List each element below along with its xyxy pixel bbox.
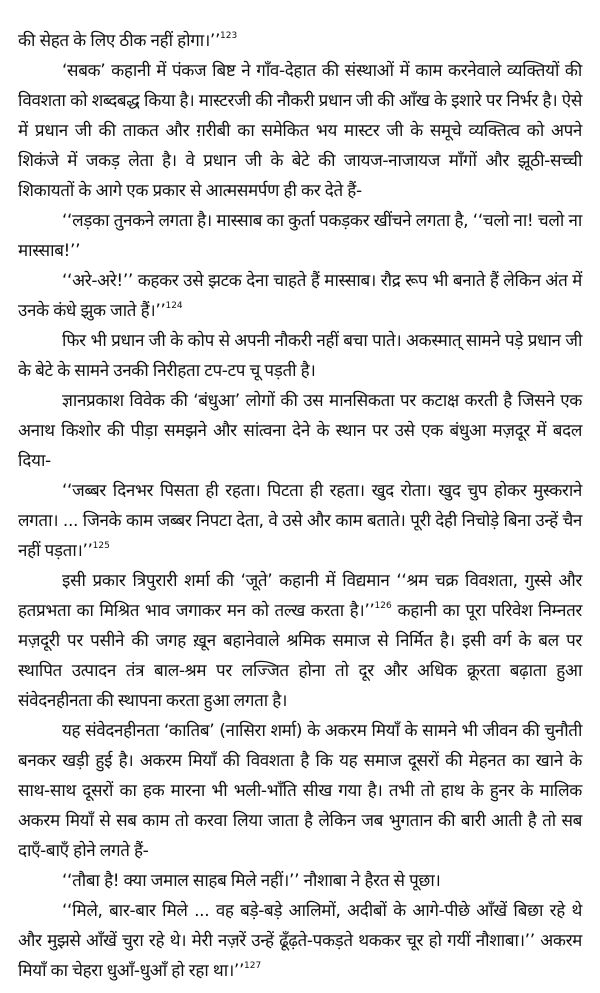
- quotation-paragraph: [18, 896, 582, 986]
- paragraph-text: फिर भी प्रधान जी के कोप से अपनी नौकरी नहीं बचा पाते। अकस्मात् सामने पड़े प्रधान जी के बेटे के सामने उनकी निरीहता टप-टप चू पड़ती है।: [18, 331, 582, 381]
- footnote-marker: 123: [220, 31, 238, 41]
- paragraph-text: ‘‘मिले, बार-बार मिले ... वह बड़े-बड़े आलिमों, अदीबों के आगे-पीछे आँखें बिछा रहे थे और मुझसे आँखें चुरा रहे थे। मेरी नज़रें उन्हें ढूँढ़ते-पकड़ते थककर चूर हो गयीं नौशाबा।’’ अकरम मियाँ का चेहरा धुआँ-धुआँ हो रहा था।’’: [18, 901, 582, 981]
- paragraph-text: ‘सबक’ कहानी में पंकज बिष्ट ने गाँव-देहात की संस्थाओं में काम करनेवाले व्यक्तियों की विवशता को शब्दबद्ध किया है। मास्टरजी की नौकरी प्रधान जी की आँख के इशारे पर निर्भर है। ऐसे में प्रधान जी की ताकत और ग़रीबी का समेकित भय मास्टर जी के समूचे व्यक्तित्व को अपने शिकंजे में जकड़ लेता है। वे प्रधान जी के बेटे की जायज-नाजायज माँगों और झूठी-सच्ची शिकायतों के आगे एक प्रकार से आत्मसमर्पण ही कर देते हैं-: [18, 61, 582, 201]
- paragraph-text: की सेहत के लिए ठीक नहीं होगा।’’: [18, 31, 221, 51]
- paragraph-text: ज्ञानप्रकाश विवेक की ‘बंधुआ’ लोगों की उस मानसिकता पर कटाक्ष करती है जिसने एक अनाथ किशोर की पीड़ा समझने और सांत्वना देने के स्थान पर उसे एक बंधुआ मज़दूर में बदल दिया-: [18, 391, 582, 471]
- footnote-marker: 125: [92, 541, 110, 551]
- body-paragraph: [18, 56, 582, 206]
- body-paragraph: [18, 566, 582, 716]
- document-body: [18, 26, 582, 986]
- paragraph-text: ‘‘जब्बर दिनभर पिसता ही रहता। पिटता ही रहता। खुद रोता। खुद चुप होकर मुस्कराने लगता। ... जिनके काम जब्बर निपटा देता, वे उसे और काम बताते। पूरी देही निचोड़े बिना उन्हें चैन नहीं पड़ता।’’: [18, 481, 582, 561]
- body-paragraph: [18, 716, 582, 866]
- footnote-marker: 126: [374, 601, 392, 611]
- quotation-paragraph: [18, 866, 582, 896]
- body-paragraph: [18, 386, 582, 476]
- paragraph-text: ‘‘तौबा है! क्या जमाल साहब मिले नहीं।’’ नौशाबा ने हैरत से पूछा।: [62, 871, 441, 891]
- continuation-paragraph: [18, 26, 582, 56]
- quotation-paragraph: [18, 266, 582, 326]
- paragraph-text: इसी प्रकार त्रिपुरारी शर्मा की ‘जूते’ कहानी में विद्यमान ‘‘श्रम चक्र विवशता, गुस्से और हतप्रभता का मिश्रित भाव जगाकर मन को तल्ख करता है।’’: [18, 571, 582, 621]
- quotation-paragraph: [18, 476, 582, 566]
- paragraph-text: ‘‘अरे-अरे!’’ कहकर उसे झटक देना चाहते हैं मास्साब। रौद्र रूप भी बनाते हैं लेकिन अंत में उनके कंधे झुक जाते हैं।’’: [18, 271, 582, 321]
- body-paragraph: [18, 326, 582, 386]
- footnote-marker: 127: [244, 961, 262, 971]
- footnote-marker: 124: [165, 301, 183, 311]
- paragraph-text: कहानी का पूरा परिवेश निम्नतर मज़दूरी पर पसीने की जगह ख़ून बहानेवाले श्रमिक समाज से निर्मित है। इसी वर्ग के बल पर स्थापित उत्पादन तंत्र बाल-श्रम पर लज्जित होना तो दूर और अधिक क्रूरता बढ़ाता हुआ संवेदनहीनता की स्थापना करता हुआ लगता है।: [18, 601, 583, 711]
- quotation-paragraph: [18, 206, 582, 266]
- paragraph-text: ‘‘लड़का तुनकने लगता है। मास्साब का कुर्ता पकड़कर खींचने लगता है, ‘‘चलो ना! चलो ना मास्साब!’’: [18, 211, 582, 261]
- paragraph-text: यह संवेदनहीनता ‘कातिब’ (नासिरा शर्मा) के अकरम मियाँ के सामने भी जीवन की चुनौती बनकर खड़ी हुई है। अकरम मियाँ की विवशता है कि यह समाज दूसरों की मेहनत का खाने के साथ-साथ दूसरों का हक मारना भी भली-भाँति सीख गया है। तभी तो हाथ के हुनर के मालिक अकरम मियाँ से सब काम तो करवा लिया जाता है लेकिन जब भुगतान की बारी आती है तो सब दाएँ-बाएँ होने लगते हैं-: [18, 721, 582, 861]
